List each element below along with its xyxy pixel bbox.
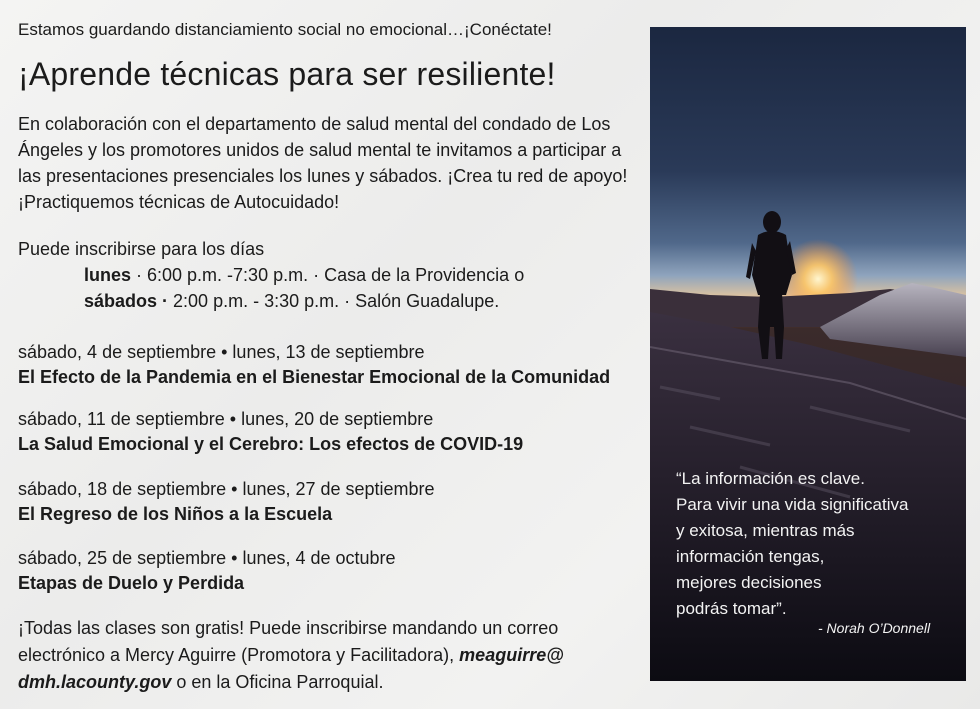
session-dates: sábado, 25 de septiembre • lunes, 4 de octubre [18,548,396,568]
intro-line: Estamos guardando distanciamiento social no emocional…¡Conéctate! [18,20,552,39]
quote-line: podrás tomar”. [676,599,787,618]
monday-schedule [18,262,524,288]
saturday-label: sábados · [84,291,169,311]
registration-lead: Puede inscribirse para los días [18,239,265,259]
quote-line: información tengas, [676,547,825,566]
saturday-detail: 2:00 p.m. - 3:30 p.m. · Salón Guadalupe. [168,291,500,311]
monday-detail: · 6:00 p.m. -7:30 p.m. · Casa de la Providencia o [131,265,525,285]
saturday-schedule [18,288,524,314]
session-title: El Regreso de los Niños a la Escuela [18,504,333,524]
footer-text-end: o en la Oficina Parroquial. [171,672,384,692]
quote-line: mejores decisiones [676,573,822,592]
session-dates: sábado, 18 de septiembre • lunes, 27 de septiembre [18,479,435,499]
quote-line: y exitosa, mientras más [676,521,855,540]
session-dates: sábado, 11 de septiembre • lunes, 20 de septiembre [18,409,434,429]
quote-author: - Norah O’Donnell [818,620,931,636]
session-dates: sábado, 4 de septiembre • lunes, 13 de septiembre [18,342,425,362]
footer-text: ¡Todas las clases son gratis! Puede inscribirse mandando un correo electrónico a Mercy Aguirre (Promotora y Facilitadora), [18,618,559,665]
registration-block [18,236,524,314]
footer-note [18,615,638,696]
headline: ¡Aprende técnicas para ser resiliente! [18,56,556,92]
email-link-part2[interactable]: dmh.lacounty.gov [18,672,172,692]
session-1 [18,340,610,390]
quote-line: “La información es clave. [676,469,865,488]
intro-paragraph: En colaboración con el departamento de salud mental del condado de Los Ángeles y los promotores unidos de salud mental te invitamos a participar a las presentaciones presenciales los lunes y sábados. ¡Crea tu red de apoyo! ¡Practiquemos técnicas de Autocuidado! [18,114,628,212]
session-2 [18,407,523,457]
session-title: Etapas de Duelo y Perdida [18,573,245,593]
monday-label: lunes [84,265,132,285]
session-title: La Salud Emocional y el Cerebro: Los efectos de COVID-19 [18,434,524,454]
email-link-part1[interactable]: meaguirre@ [459,645,564,665]
quote-line: Para vivir una vida significativa [676,495,909,514]
session-3 [18,477,435,527]
session-4 [18,546,396,596]
quote-text [676,466,961,622]
session-title: El Efecto de la Pandemia en el Bienestar Emocional de la Comunidad [18,367,611,387]
